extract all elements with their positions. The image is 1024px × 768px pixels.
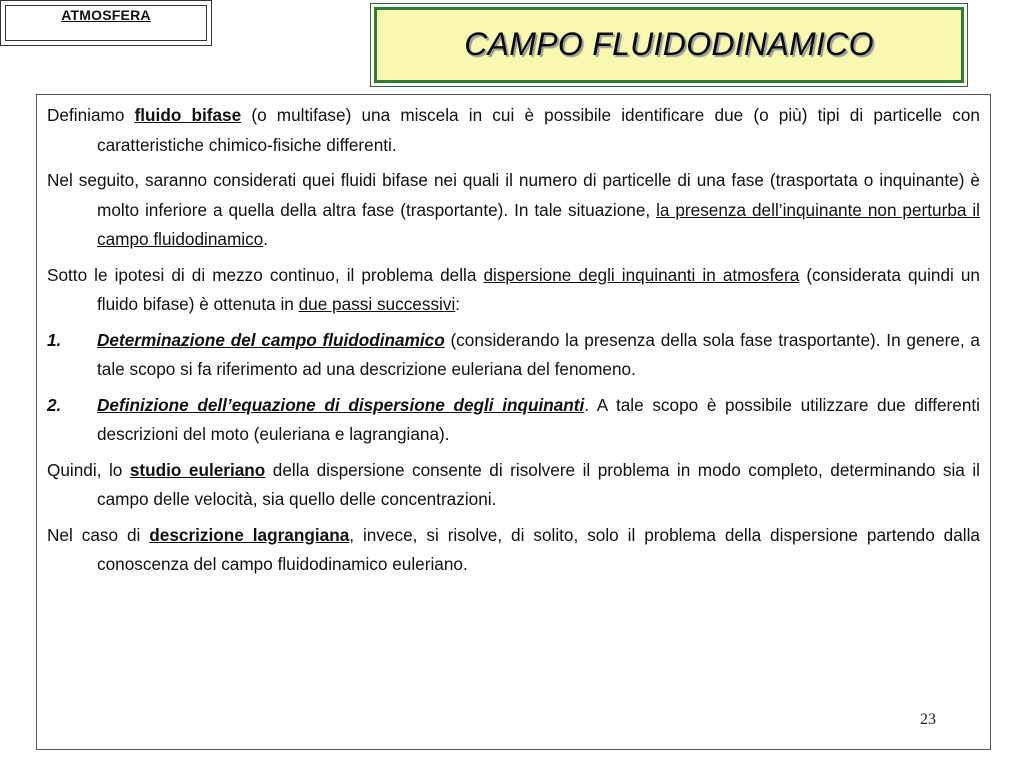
text-run: , invece, si risolve, di solito, solo il problema della dispersione partendo dalla conoscenza del campo fluidodinamico euleriano. bbox=[97, 524, 980, 574]
section-tag bbox=[0, 0, 212, 46]
text-run: della dispersione consente di risolvere il problema in modo completo, determinando sia il campo delle velocità, sia quello delle concentrazioni. bbox=[97, 459, 980, 509]
text-run: (considerata quindi un fluido bifase) è ottenuta in bbox=[97, 264, 980, 314]
item-number: 2. bbox=[47, 394, 62, 415]
term-studio-euleriano: studio euleriano bbox=[129, 459, 266, 480]
page-number: 23 bbox=[920, 711, 936, 728]
item-heading: Definizione dell’equazione di dispersione degli inquinanti bbox=[97, 394, 585, 415]
text-run: (considerando la presenza della sola fase trasportante). In genere, a tale scopo si fa riferimento ad una descrizione euleriana del fenomeno. bbox=[97, 329, 980, 379]
numbered-item-1 bbox=[47, 326, 980, 385]
item-heading: Determinazione del campo fluidodinamico bbox=[97, 329, 445, 350]
text-run: Nel caso di bbox=[47, 524, 150, 545]
title-box-frame bbox=[374, 7, 964, 83]
underlined-statement: la presenza dell’inquinante non perturba il campo fluidodinamico bbox=[97, 199, 980, 249]
content-box bbox=[36, 94, 991, 750]
text-run: . A tale scopo è possibile utilizzare due differenti descrizioni del moto (euleriana e lagrangiana). bbox=[97, 394, 980, 444]
text-run: . bbox=[263, 229, 269, 249]
underlined-dispersione: dispersione degli inquinanti in atmosfera bbox=[483, 264, 800, 285]
text-run: Sotto le ipotesi di di mezzo continuo, il problema della bbox=[47, 264, 484, 285]
text-run: Nel seguito, saranno considerati quei fluidi bifase nei quali il numero di particelle di una fase (trasportata o inquinante) è molto inferiore a quella della altra fase (trasportante). In tale situazione, bbox=[47, 170, 980, 220]
text-run: Definiamo bbox=[47, 105, 135, 125]
text-run: : bbox=[455, 294, 461, 314]
title-box bbox=[370, 3, 968, 87]
paragraph-ipotesi bbox=[47, 261, 980, 320]
slide-title: CAMPO FLUIDODINAMICO bbox=[464, 26, 874, 62]
paragraph-euleriano bbox=[47, 456, 980, 515]
paragraph-definition bbox=[47, 101, 980, 160]
body-text bbox=[47, 101, 980, 586]
numbered-item-2 bbox=[47, 391, 980, 450]
term-descrizione-lagrangiana: descrizione lagrangiana bbox=[149, 524, 350, 545]
item-number: 1. bbox=[47, 329, 62, 350]
paragraph-lagrangiana bbox=[47, 521, 980, 580]
underlined-due-passi: due passi successivi bbox=[298, 294, 456, 314]
paragraph-bifase bbox=[47, 166, 980, 255]
section-tag-label: ATMOSFERA bbox=[61, 7, 151, 23]
text-run: Quindi, lo bbox=[47, 459, 130, 480]
text-run: (o multifase) una miscela in cui è possibile identificare due (o più) tipi di particelle con caratteristiche chimico-fisiche differenti. bbox=[97, 105, 980, 155]
section-tag-frame bbox=[5, 5, 207, 41]
term-fluido-bifase: fluido bifase bbox=[134, 105, 242, 125]
